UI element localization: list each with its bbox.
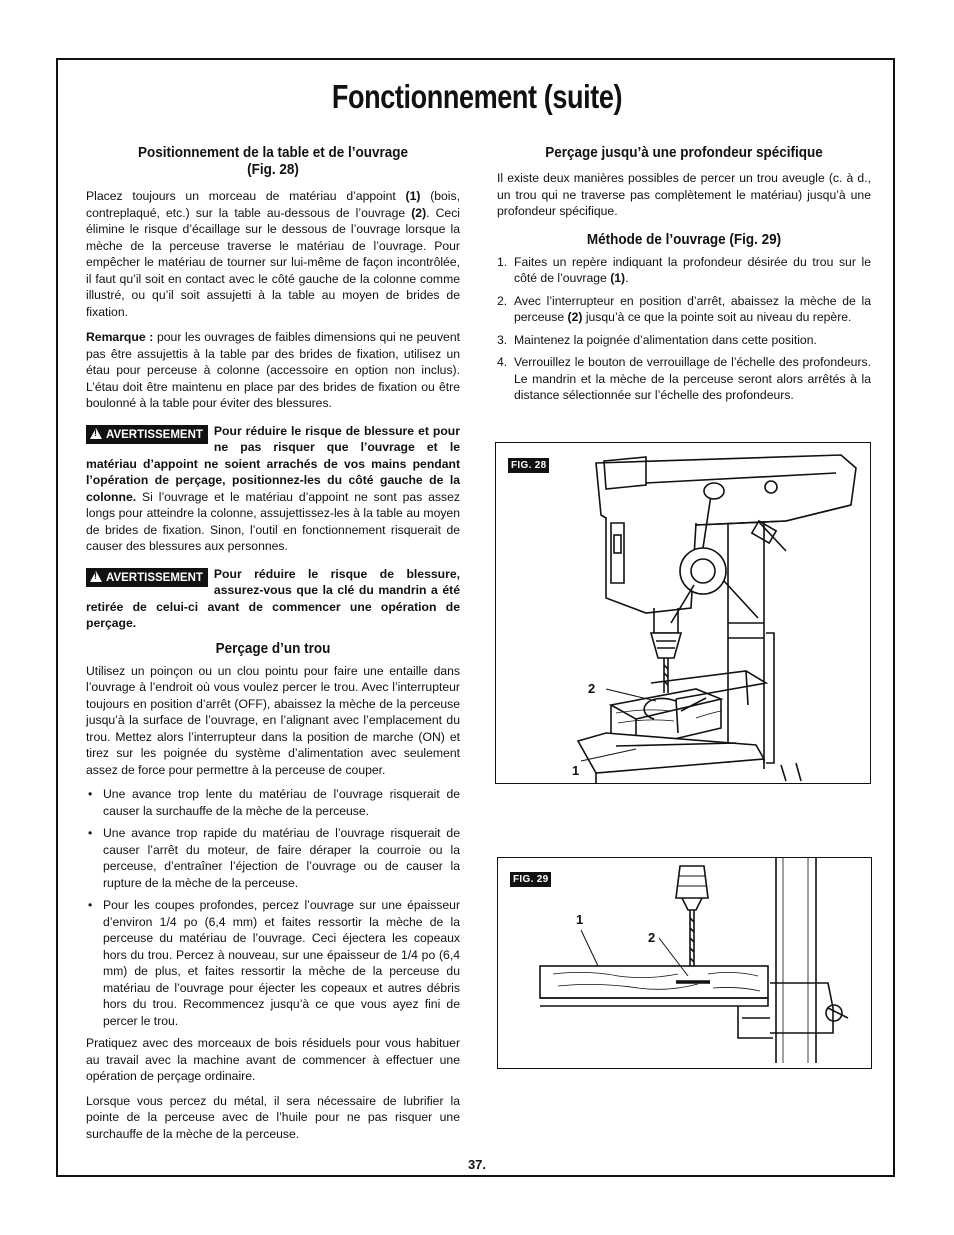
warning-badge: !AVERTISSEMENT bbox=[86, 425, 208, 444]
list-item: • Pour les coupes profondes, percez l’ouvrage sur une épaisseur d’environ 1/4 po (6,4 mm) et faites ressortir la mèche de la perceuse du matériau de l’ouvrage. Ceci éjectera les copeaux hors du trou. Percez à nouveau, sur une épaisseur de 1/4 po (6,4 mm) de plus, et faites ressortir la mèche de la perceuse du matériau de l’ouvrage pour éjecter les copeaux et autres débris hors du trou. Recommencez jusqu’à ce que vous ayez fini de percer le trou. bbox=[86, 897, 460, 1029]
warning-triangle-icon bbox=[90, 571, 102, 582]
method-title: Méthode de l’ouvrage (Fig. 29) bbox=[586, 230, 782, 248]
list-item: 1. Faites un repère indiquant la profondeur désirée du trou sur le côté de l’ouvrage (1). bbox=[497, 254, 871, 285]
list-item: • Une avance trop lente du matériau de l’ouvrage risquerait de causer la surchauffe de la mèche de la perceuse. bbox=[86, 786, 460, 819]
warning-block-2: !AVERTISSEMENT Pour réduire le risque de blessure, assurez-vous que la clé du mandrin a été retirée de celui-ci avant de commencer une opération de perçage. bbox=[86, 566, 460, 632]
figure-label: FIG. 29 bbox=[510, 872, 551, 887]
paragraph-drilling: Utilisez un poinçon ou un clou pointu pour faire une entaille dans l’ouvrage à l’endroit où vous voulez percer le trou. Avec l’interrupteur toujours en position d’arrêt (OFF), abaissez la mèche de la perceuse jusqu’à la surface de l’ouvrage, en l’alignant avec l’emplacement du trou. Mettez alors l’interrupteur dans la position de marche (ON) et tirez sur les poignée du système d’alimentation avec seulement assez de force pour permettre à la perceuse de couper. bbox=[86, 663, 460, 777]
paragraph-blind-hole: Il existe deux manières possibles de percer un trou aveugle (c. à d., un trou qui ne traverse pas complètement le matériau) jusqu’à une profondeur spécifique. bbox=[497, 171, 871, 218]
callout-2: 2 bbox=[588, 681, 596, 696]
figure-29 bbox=[497, 857, 872, 1069]
section-title-table-positioning: Positionnement de la table et de l’ouvrage (Fig. 28) bbox=[137, 144, 409, 178]
callout-2: 2 bbox=[648, 930, 656, 945]
left-column bbox=[86, 144, 460, 1142]
note-paragraph: Remarque : pour les ouvrages de faibles dimensions qui ne peuvent pas être assujettis à la table par des brides de fixation, utilisez un étau pour perceuse à colonne (accessoire en option non inclus). L’étau doit être maintenu en place par des brides de fixation ou être boulonné à la table pour éviter des blessures. bbox=[86, 330, 460, 410]
figure-28 bbox=[495, 442, 871, 784]
right-column bbox=[497, 144, 871, 404]
depth-drilling-illustration bbox=[498, 858, 871, 1068]
list-item: 2. Avec l’interrupteur en position d’arrêt, abaissez la mèche de la perceuse (2) jusqu’à ce que la pointe soit au niveau du repère. bbox=[497, 293, 871, 324]
page-number: 37. bbox=[467, 1157, 487, 1172]
list-item: 4. Verrouillez le bouton de verrouillage de l’échelle des profondeurs. Le mandrin et la mèche de la perceuse seront alors arrêtés à la distance sélectionnée sur l’échelle des profondeurs. bbox=[497, 355, 871, 402]
callout-1: 1 bbox=[576, 912, 584, 927]
page-title: Fonctionnement (suite) bbox=[331, 78, 623, 115]
warning-block-1: !AVERTISSEMENT Pour réduire le risque de blessure et pour ne pas risquer que l’ouvrage et le matériau d’appoint ne soient arrachés de vos mains pendant l’opération de perçage, positionnez-les du côté gauche de la colonne. Si l’ouvrage et le matériau d’appoint ne sont pas assez longs pour atteindre la colonne, assujettissez-les à la table au moyen de brides de fixation. Sinon, l’outil en fonctionnement risquerait de causer des blessures aux personnes. bbox=[86, 423, 460, 555]
list-item: 3. Maintenez la poignée d’alimentation dans cette position. bbox=[497, 332, 817, 347]
section-title-depth-drilling: Perçage jusqu’à une profondeur spécifique bbox=[545, 144, 823, 161]
drill-press-illustration bbox=[496, 443, 870, 783]
section-title-drilling-hole: Perçage d’un trou bbox=[215, 639, 331, 657]
warning-triangle-icon bbox=[90, 428, 102, 439]
paragraph-backing-material: Placez toujours un morceau de matériau d’appoint (1) (bois, contreplaqué, etc.) sur la table au-dessous de l’ouvrage (2). Ceci élimine le risque d’écaillage sur le dessous de l’ouvrage lorsque la mèche de la perceuse traverse le matériau de l’ouvrage. Pour empêcher le matériau de tourner sur lui-même de façon incontrôlée, il faut qu’il soit en contact avec le côté gauche de la colonne comme illustré, ou qu’il soit assujetti à la table au moyen de brides de fixation. bbox=[86, 189, 461, 319]
warning-badge: !AVERTISSEMENT bbox=[86, 568, 208, 587]
figure-label: FIG. 28 bbox=[508, 458, 549, 473]
paragraph-practice: Pratiquez avec des morceaux de bois résiduels pour vous habituer au travail avec la machine avant de commencer à effectuer une opération de perçage ordinaire. bbox=[86, 1036, 460, 1083]
feed-rate-list bbox=[86, 786, 460, 1029]
method-steps bbox=[497, 254, 871, 404]
callout-1: 1 bbox=[572, 763, 580, 778]
paragraph-metal: Lorsque vous percez du métal, il sera nécessaire de lubrifier la pointe de la perceuse avec de l’huile pour ne pas risquer une surchauffe de la mèche de la perceuse. bbox=[86, 1093, 460, 1141]
list-item: • Une avance trop rapide du matériau de l’ouvrage risquerait de causer l’arrêt du moteur, de faire déraper la courroie ou la perceuse, d’entraîner l’éjection de l’ouvrage ou de causer la rupture de la mèche de la perceuse. bbox=[86, 825, 460, 891]
